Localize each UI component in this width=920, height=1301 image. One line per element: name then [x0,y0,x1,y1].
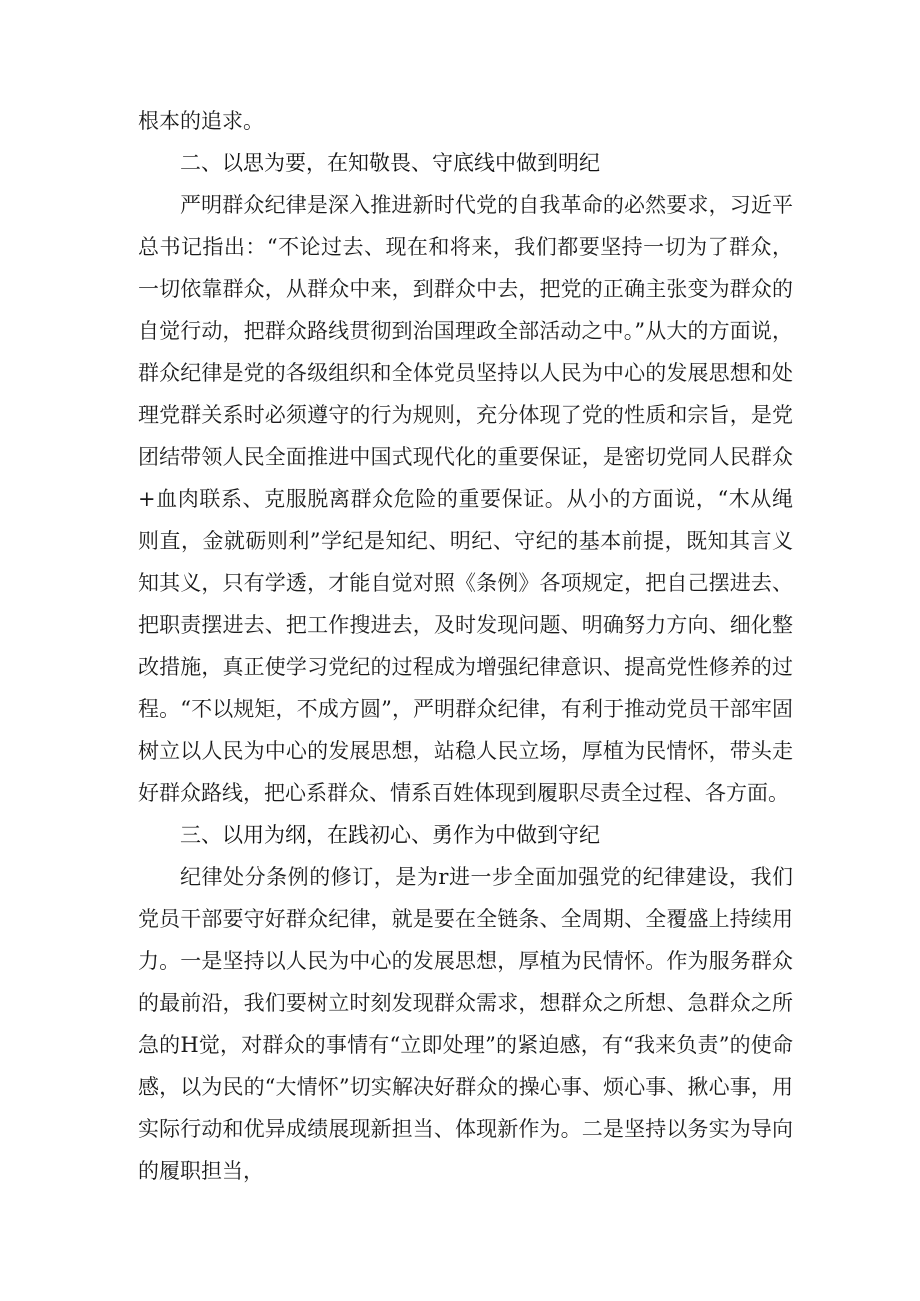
section-paragraph-3: 纪律处分条例的修订，是为r进一步全面加强党的纪律建设，我们党员干部要守好群众纪律，就是要在全链条、全周期、全覆盛上持续用力。一是坚持以人民为中心的发展思想，厚植为民情怀。作为服务群众的最前沿，我们要树立时刻发现群众需求，想群众之所想、急群众之所急的H觉，对群众的事情有“立即处理”的紧迫感，有“我来负责”的使命感，以为民的“大情怀”切实解决好群众的操心事、烦心事、揪心事，用实际行动和优异成绩展现新担当、体现新作为。二是坚持以务实为导向的履职担当， [138,865,793,1183]
lead-fragment: 根本的追求。 [138,109,264,133]
section-heading-2: 二、以思为要，在知敬畏、守底线中做到明纪 [180,151,600,175]
document-body [138,100,793,1192]
section-heading-3: 三、以用为纲，在践初心、勇作为中做到守纪 [180,823,600,847]
section-paragraph-2: 严明群众纪律是深入推进新时代党的自我革命的必然要求，习近平总书记指出：“不论过去、现在和将来，我们都要坚持一切为了群众，一切依靠群众，从群众中来，到群众中去，把党的正确主张变为群众的自觉行动，把群众路线贯彻到治国理政全部活动之中。”从大的方面说，群众纪律是党的各级组织和全体党员坚持以人民为中心的发展思想和处理党群关系时必须遵守的行为规则，充分体现了党的性质和宗旨，是党团结带领人民全面推进中国式现代化的重要保证，是密切党同人民群众+血肉联系、克服脱离群众危险的重要保证。从小的方面说，“木从绳则直，金就砺则利”学纪是知纪、明纪、守纪的基本前提，既知其言义知其义，只有学透，才能自觉对照《条例》各项规定，把自己摆进去、把职责摆进去、把工作搜进去，及时发现问题、明确努力方向、细化整改措施，真正使学习党纪的过程成为增强纪律意识、提高党性修养的过程。“不以规矩，不成方圆”，严明群众纪律，有利于推动党员干部牢固树立以人民为中心的发展思想，站稳人民立场，厚植为民情怀，带头走好群众路线，把心系群众、情系百姓体现到履职尽责全过程、各方面。 [138,193,793,805]
